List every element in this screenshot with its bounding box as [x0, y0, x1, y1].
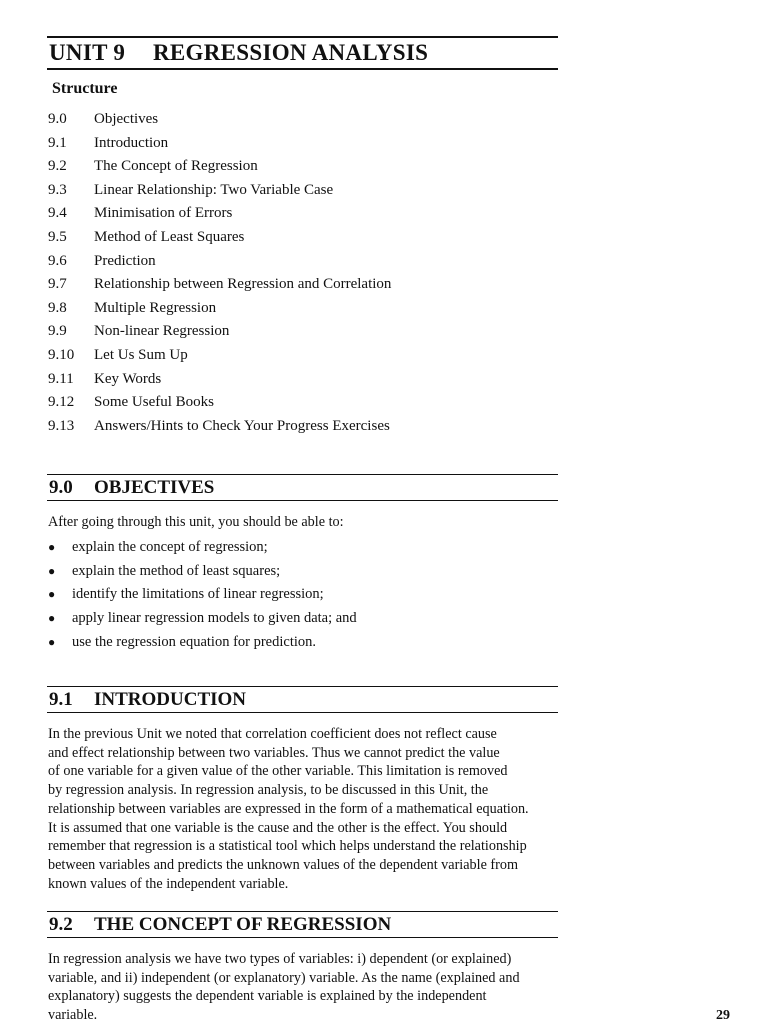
- objective-item: [48, 583, 560, 607]
- text-line: and effect relationship between two variables. Thus we cannot predict the value: [48, 744, 500, 761]
- structure-item-number: 9.11: [48, 370, 74, 387]
- section-number: 9.0: [49, 477, 73, 498]
- structure-item-number: 9.2: [48, 158, 67, 175]
- structure-item: [48, 226, 568, 250]
- structure-item-label: Multiple Regression: [94, 299, 217, 316]
- concept-paragraph: [48, 950, 560, 1025]
- structure-item-number: 9.8: [48, 299, 67, 316]
- objective-item: [48, 631, 560, 655]
- structure-item-label: Minimisation of Errors: [94, 205, 233, 222]
- structure-item-number: 9.10: [48, 346, 75, 363]
- structure-title: Structure: [52, 80, 118, 97]
- text-line: by regression analysis. In regression analysis, to be discussed in this Unit, the: [48, 782, 489, 799]
- section-number: 9.2: [49, 914, 73, 935]
- structure-item: [48, 155, 568, 179]
- structure-item: [48, 368, 568, 392]
- structure-item-number: 9.3: [48, 181, 67, 198]
- structure-item: [48, 132, 568, 156]
- section-title: THE CONCEPT OF REGRESSION: [94, 914, 392, 935]
- text-line: remember that regression is a statistical tool which helps understand the relationship: [48, 838, 527, 855]
- structure-item: [48, 297, 568, 321]
- section-number: 9.1: [49, 689, 73, 710]
- structure-item: [48, 179, 568, 203]
- objectives-list: [48, 536, 560, 654]
- text-line: of one variable for a given value of the other variable. This limitation is removed: [48, 763, 508, 780]
- structure-item-label: Let Us Sum Up: [94, 346, 188, 363]
- text-line: between variables and predicts the unknown values of the dependent variable from: [48, 856, 518, 873]
- structure-item-number: 9.1: [48, 134, 67, 151]
- structure-item-label: Some Useful Books: [94, 394, 214, 411]
- objective-text: identify the limitations of linear regression;: [72, 586, 324, 603]
- structure-item-label: Linear Relationship: Two Variable Case: [94, 181, 334, 198]
- structure-item: [48, 415, 568, 439]
- text-line: In the previous Unit we noted that correlation coefficient does not reflect cause: [48, 726, 497, 742]
- structure-item-number: 9.12: [48, 394, 75, 411]
- structure-item-label: Prediction: [94, 252, 156, 269]
- structure-item-label: Objectives: [94, 111, 159, 127]
- objective-item: [48, 536, 560, 560]
- structure-item-label: The Concept of Regression: [94, 158, 258, 175]
- structure-item-number: 9.9: [48, 323, 67, 340]
- text-line: relationship between variables are expressed in the form of a mathematical equation.: [48, 800, 529, 817]
- structure-item-number: 9.7: [48, 276, 67, 293]
- structure-item-number: 9.4: [48, 205, 67, 222]
- text-line: known values of the independent variable.: [48, 875, 289, 892]
- objective-text: apply linear regression models to given data; and: [72, 610, 357, 627]
- structure-item-number: 9.13: [48, 417, 75, 434]
- text-line: variable.: [48, 1007, 98, 1024]
- text-line: In regression analysis we have two types of variables: i) dependent (or explained): [48, 951, 512, 967]
- bullet-icon: ●: [48, 587, 56, 602]
- structure-item: [48, 391, 568, 415]
- structure-item-label: Key Words: [94, 370, 162, 387]
- concept-heading: [47, 911, 558, 938]
- bullet-icon: ●: [48, 634, 56, 649]
- structure-item: [48, 108, 568, 132]
- structure-item-label: Relationship between Regression and Correlation: [94, 276, 392, 293]
- page-number: 29: [716, 1008, 730, 1023]
- objective-text: use the regression equation for prediction.: [72, 633, 317, 650]
- structure-item-label: Answers/Hints to Check Your Progress Exercises: [94, 417, 390, 434]
- unit-title: REGRESSION ANALYSIS: [153, 40, 429, 65]
- structure-item: [48, 250, 568, 274]
- structure-item: [48, 273, 568, 297]
- bullet-icon: ●: [48, 611, 56, 626]
- objectives-intro: After going through this unit, you should be able to:: [48, 514, 344, 530]
- structure-item: [48, 202, 568, 226]
- structure-item-number: 9.6: [48, 252, 67, 269]
- structure-item-number: 9.0: [48, 111, 67, 127]
- structure-item: [48, 344, 568, 368]
- objective-text: explain the concept of regression;: [72, 539, 268, 556]
- introduction-heading: [47, 686, 558, 713]
- unit-number: UNIT 9: [49, 40, 126, 65]
- bullet-icon: ●: [48, 563, 56, 578]
- text-line: variable, and ii) independent (or explanatory) variable. As the name (explained and: [48, 969, 520, 986]
- section-title: INTRODUCTION: [94, 689, 247, 710]
- structure-item-label: Introduction: [94, 134, 169, 151]
- structure-item-label: Method of Least Squares: [94, 228, 245, 245]
- structure-item: [48, 320, 568, 344]
- structure-item-number: 9.5: [48, 228, 67, 245]
- introduction-paragraph: [48, 725, 560, 893]
- objective-text: explain the method of least squares;: [72, 562, 281, 579]
- text-line: It is assumed that one variable is the cause and the other is the effect. You should: [48, 819, 508, 836]
- unit-heading: [47, 36, 558, 70]
- objectives-heading: [47, 474, 558, 501]
- structure-item-label: Non-linear Regression: [94, 323, 230, 340]
- structure-list: [48, 108, 568, 438]
- bullet-icon: ●: [48, 540, 56, 554]
- objective-item: [48, 607, 560, 631]
- objective-item: [48, 560, 560, 584]
- section-title: OBJECTIVES: [94, 477, 215, 498]
- text-line: explanatory) suggests the dependent variable is explained by the independent: [48, 988, 487, 1005]
